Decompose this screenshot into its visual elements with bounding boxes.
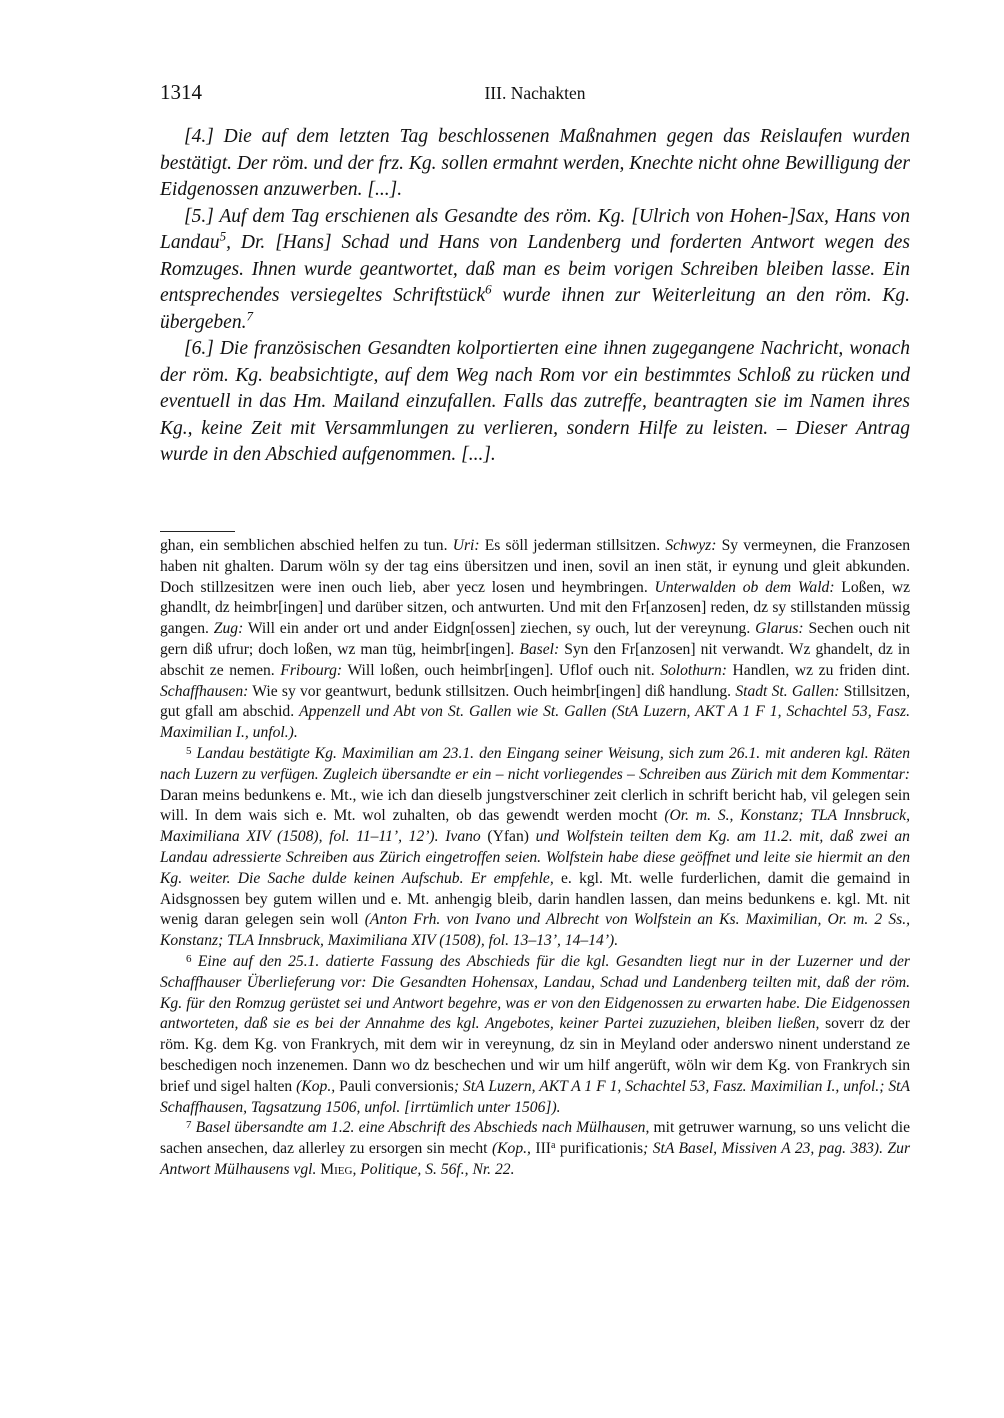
note-text: Handlen, wz zu friden dint. bbox=[726, 661, 910, 679]
note-quote: mit getruwer warnung, so uns velicht die sachen ansechen, daz allerley zu ersorgen sin mecht bbox=[160, 1119, 910, 1158]
note-source: ; StA Basel, Missiven A 23, pag. 383). Zur Antwort Mülhausens vgl. bbox=[160, 1140, 911, 1178]
footnote-6 bbox=[160, 952, 910, 1118]
note-quote: (Yfan) bbox=[480, 828, 536, 846]
note-text: Stillsitzen, gut gfall am abschid. bbox=[160, 682, 911, 721]
canton-label: Glarus: bbox=[755, 620, 804, 638]
footnote-marker: 5 bbox=[186, 744, 192, 757]
note-text: Sy vermeynen, die Franzosen haben nit ghalten. Darum wöln sy der tag eins übersitzen und inen, sovil an inen stät, ir eynung und gleit abkunden. Doch stillzesitzen were inen ouch lieb, aber yecz losen und heymbringen. bbox=[160, 537, 910, 596]
note-text: und Wolfstein teilten dem Kg. am 11.2. mit, daß zwei an Landau adressierte Schreiben aus Zürich eingetroffen seien. Wolfstein habe diese geöffnet und leite sie hiermit an den Kg. weiter. Die Sache dulde keinen Aufschub. Er empfehle, bbox=[160, 828, 910, 887]
footnotes bbox=[160, 536, 910, 1181]
note-source: ; StA Luzern, AKT A 1 F 1, Schachtel 53, Fasz. Maximilian I., unfol.; StA Schaffhausen, Tagsatzung 1506, unfol. [irrtümlich unter 1506]). bbox=[160, 1077, 910, 1116]
note-text: Will loßen, ouch heimbr[ingen]. Uflof ouch nit. bbox=[342, 661, 661, 679]
paragraph-5 bbox=[160, 204, 910, 337]
canton-label: Unterwalden ob dem Wald: bbox=[654, 578, 835, 596]
note-source: (Kop., bbox=[296, 1077, 336, 1095]
footnote-ref-7[interactable]: 7 bbox=[246, 308, 253, 323]
note-text: Wie sy vor geantwurt, bedunk stillsitzen. Ouch heimbr[ingen] diß handlung. bbox=[248, 682, 736, 700]
note-text: Es söll jederman stillsitzen. bbox=[479, 537, 666, 554]
note-quote: purificationis bbox=[555, 1140, 644, 1158]
canton-label: Basel: bbox=[519, 640, 560, 658]
main-text bbox=[160, 124, 910, 469]
superscript-a: a bbox=[550, 1140, 556, 1152]
note-text: Will ein ander ort und ander Eidgn[ossen] ziechen, sy ouch, lut der vereynung. bbox=[243, 620, 756, 638]
note-quote: e. kgl. Mt. welle furderlichen, damit die gemaind in Aidsgnossen bey gutem willen und e. Mt. anhengig bleib, darin handlen lassen, dan meins bedunkens e. kgl. Mt. nit wenig daran gelegen sein woll bbox=[160, 869, 910, 929]
note-text: ghan, ein semblichen abschied helfen zu tun. bbox=[160, 537, 453, 554]
note-source: (Anton Frh. von Ivano und Albrecht von Wolfstein an Ks. Maximilian, Or. m. 2 Ss., Konstanz; TLA Innsbruck, Maximiliana XIV (1508), fol. 13–13’, 14–14’). bbox=[160, 911, 910, 950]
note-text: Loßen, wz ghandlt, dz heimbr[ingen] und darüber sitzen, och antwurten. Und mit den Fr[anzosen] reden, dz sy stillstanden müssig gangen. bbox=[160, 578, 910, 638]
note-source: (Or. m. S., Konstanz; TLA Innsbruck, Maximiliana XIV (1508), fol. 11–11’, 12’). Ivano bbox=[160, 807, 910, 846]
note-source: Appenzell und Abt von St. Gallen wie St. Gallen (StA Luzern, AKT A 1 F 1, Schachtel 53, Fasz. Maximilian I., unfol.). bbox=[160, 703, 910, 742]
footnote-5 bbox=[160, 744, 910, 952]
note-quote: III bbox=[530, 1140, 551, 1158]
author-name: Mieg bbox=[320, 1160, 353, 1178]
footnote-7 bbox=[160, 1118, 910, 1180]
paragraph-5-text: , Dr. [Hans] Schad und Hans von Landenberg und forderten Antwort wegen des Romzuges. Ihnen wurde geantwortet, daß man es beim vorigen Schreiben bleiben lasse. Ein entsprechendes versiegeltes Schriftstück bbox=[160, 232, 910, 306]
canton-label: Schaffhausen: bbox=[160, 682, 249, 700]
footnote-ref-6[interactable]: 6 bbox=[485, 281, 492, 297]
note-quote: Pauli conversionis bbox=[335, 1077, 454, 1095]
page-header bbox=[160, 80, 910, 110]
canton-label: Solothurn: bbox=[660, 661, 727, 679]
note-text: Syn den Fr[anzosen] nit verwandt. Wz ghandelt, dz in abschit ze nemen. bbox=[160, 640, 910, 679]
note-source: (Kop., bbox=[491, 1140, 531, 1158]
running-title: III. Nachakten bbox=[484, 83, 586, 103]
footnote-separator bbox=[160, 531, 235, 532]
note-quote: Daran meins bedunkens e. Mt., wie ich dan dieselb jungstverschiner zeit clerlich in schrift bericht hab, vil gelegen sein will. In dem wais sich e. Mt. wol zuhalten, ob das gewendt werden mocht bbox=[160, 786, 910, 825]
canton-label: Zug: bbox=[213, 620, 244, 638]
page-number: 1314 bbox=[160, 80, 202, 104]
footnote-ref-5[interactable]: 5 bbox=[219, 228, 227, 244]
note-quote: soverr dz der röm. Kg. dem Kg. von Frankrych, mit dem wir in vereynung, dz sin in Meyland oder anderswo ninent understand ze beschedigen noch inzenemen. Dann wo dz beschechen und wir um hilf angerüft, wöln wir dem Kg. von Frankrych sin brief und sigel halten bbox=[160, 1015, 910, 1095]
paragraph-6: [6.] Die französischen Gesandten kolportierten eine ihnen zugegangene Nachricht, wonach der röm. Kg. beabsichtigte, auf dem Weg nach Rom vor ein bestimmtes Schloß zu rücken und eventuell in das Hm. Mailand einzufallen. Falls das zutreffe, beantragten sie im Namen ihres Kg., keine Zeit mit Versammlungen zu verlieren, sondern Hilfe zu leisten. – Dieser Antrag wurde in den Abschied aufgenommen. [...]. bbox=[160, 338, 910, 465]
paragraph-4: [4.] Die auf dem letzten Tag beschlossenen Maßnahmen gegen das Reislaufen wurden bestätigt. Der röm. und der frz. Kg. sollen ermahnt werden, Knechte nicht ohne Bewilligung der Eidgenossen anzuwerben. [...]. bbox=[160, 126, 910, 200]
note-text: Basel übersandte am 1.2. eine Abschrift des Abschieds nach Mülhausen, bbox=[191, 1119, 650, 1137]
note-text: Sechen ouch nit gern diß ufrur; doch loßen, wz man tüg, heimbr[ingen]. bbox=[160, 620, 911, 658]
paragraph-5-text: wurde ihnen zur Weiterleitung an den röm. Kg. übergeben. bbox=[160, 285, 910, 333]
paragraph-5-text: [5.] Auf dem Tag erschienen als Gesandte des röm. Kg. [Ulrich von Hohen-]Sax, Hans von Landau bbox=[160, 205, 910, 253]
note-text: Eine auf den 25.1. datierte Fassung des Abschieds für die kgl. Gesandten liegt nur in der Luzerner und der Schaffhauser Überlieferung vor: Die Gesandten Hohensax, Landau, Schad und Landenberg teilten mit, daß der röm. Kg. für den Romzug gerüstet sei und Antwort begehre, was er von den Eidgenossen zu erwarten habe. Die Eidgenossen antworteten, daß sie es bei der Annahme des kgl. Angebotes, keiner Partei zuzuziehen, bleiben ließen, bbox=[160, 952, 910, 1033]
canton-label: Schwyz: bbox=[665, 537, 717, 554]
canton-label: Uri: bbox=[452, 537, 480, 554]
footnote-continued bbox=[160, 536, 910, 744]
footnote-marker: 6 bbox=[186, 952, 192, 965]
note-text: Landau bestätigte Kg. Maximilian am 23.1. den Eingang seiner Weisung, sich zum 26.1. mit anderen kgl. Räten nach Luzern zu verfügen. Zugleich übersandte er ein – nicht vorliegendes – Schreiben aus Zürich mit dem Kommentar: bbox=[160, 744, 910, 783]
canton-label: Stadt St. Gallen: bbox=[735, 682, 840, 700]
footnote-marker: 7 bbox=[186, 1119, 192, 1132]
note-source: , Politique, S. 56f., Nr. 22. bbox=[352, 1160, 515, 1178]
canton-label: Fribourg: bbox=[280, 661, 343, 679]
